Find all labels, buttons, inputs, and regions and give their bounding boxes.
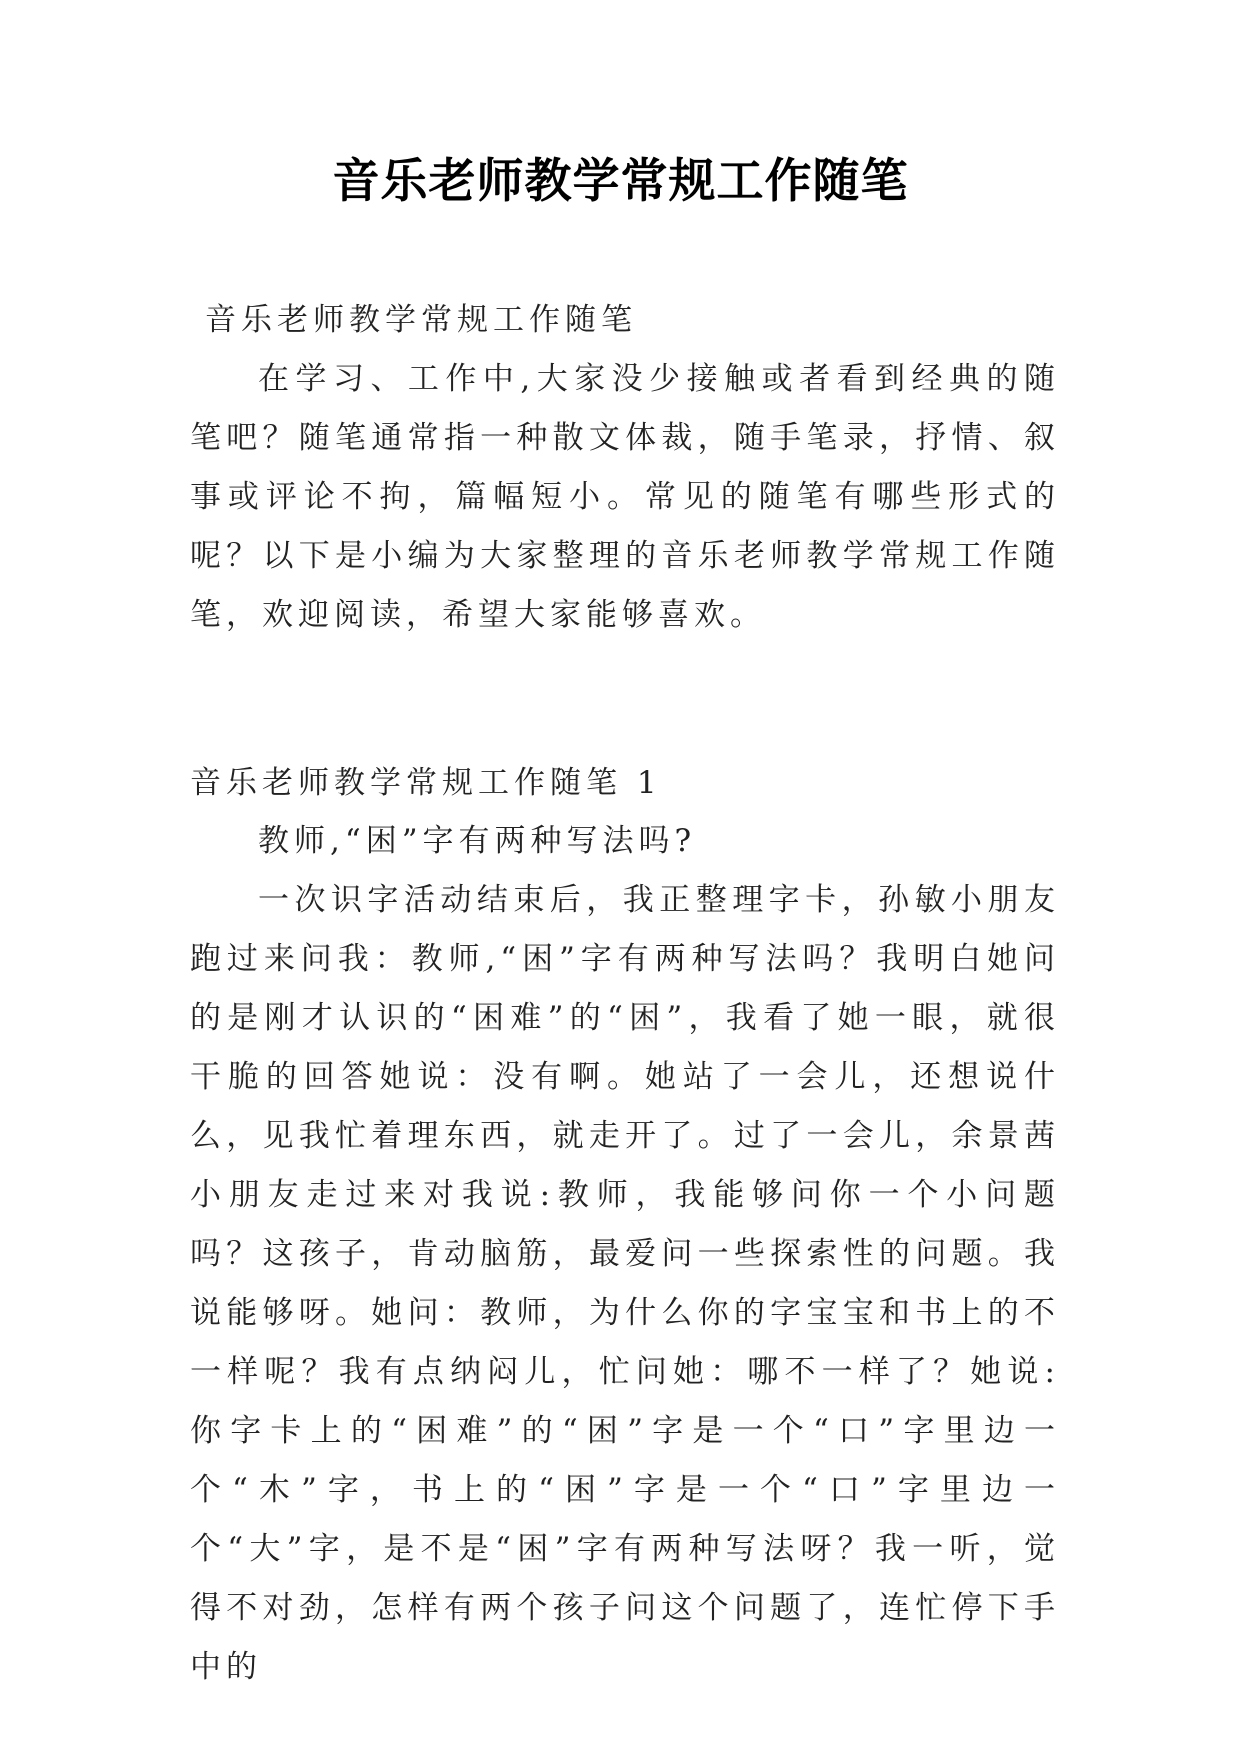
intro-paragraph — [190, 350, 1060, 645]
section-body — [190, 812, 1060, 1697]
intro-text: 在学习、工作中,大家没少接触或者看到经典的随笔吧？随笔通常指一种散文体裁，随手笔录，抒情、叙事或评论不拘，篇幅短小。常见的随笔有哪些形式的呢？以下是小编为大家整理的音乐老师教学常规工作随笔，欢迎阅读，希望大家能够喜欢。 — [190, 361, 1060, 633]
subtitle: 音乐老师教学常规工作随笔 — [205, 302, 637, 338]
section-paragraph: 一次识字活动结束后，我正整理字卡，孙敏小朋友跑过来问我：教师,“困”字有两种写法吗？我明白她问的是刚才认识的“困难”的“困”，我看了她一眼，就很干脆的回答她说：没有啊。她站了一会儿，还想说什么，见我忙着理东西，就走开了。过了一会儿，余景茜小朋友走过来对我说:教师，我能够问你一个小问题吗？这孩子，肯动脑筋，最爱问一些探索性的问题。我说能够呀。她问：教师，为什么你的字宝宝和书上的不一样呢？我有点纳闷儿，忙问她：哪不一样了？她说:你字卡上的“困难”的“困”字是一个“口”字里边一个“木”字，书上的“困”字是一个“口”字里边一个“大”字，是不是“困”字有两种写法呀？我一听，觉得不对劲，怎样有两个孩子问这个问题了，连忙停下手中的 — [190, 882, 1060, 1685]
section-heading: 音乐老师教学常规工作随笔 1 — [190, 765, 662, 801]
section-question: 教师,“困”字有两种写法吗? — [258, 823, 697, 859]
page-title: 音乐老师教学常规工作随笔 — [332, 154, 909, 209]
